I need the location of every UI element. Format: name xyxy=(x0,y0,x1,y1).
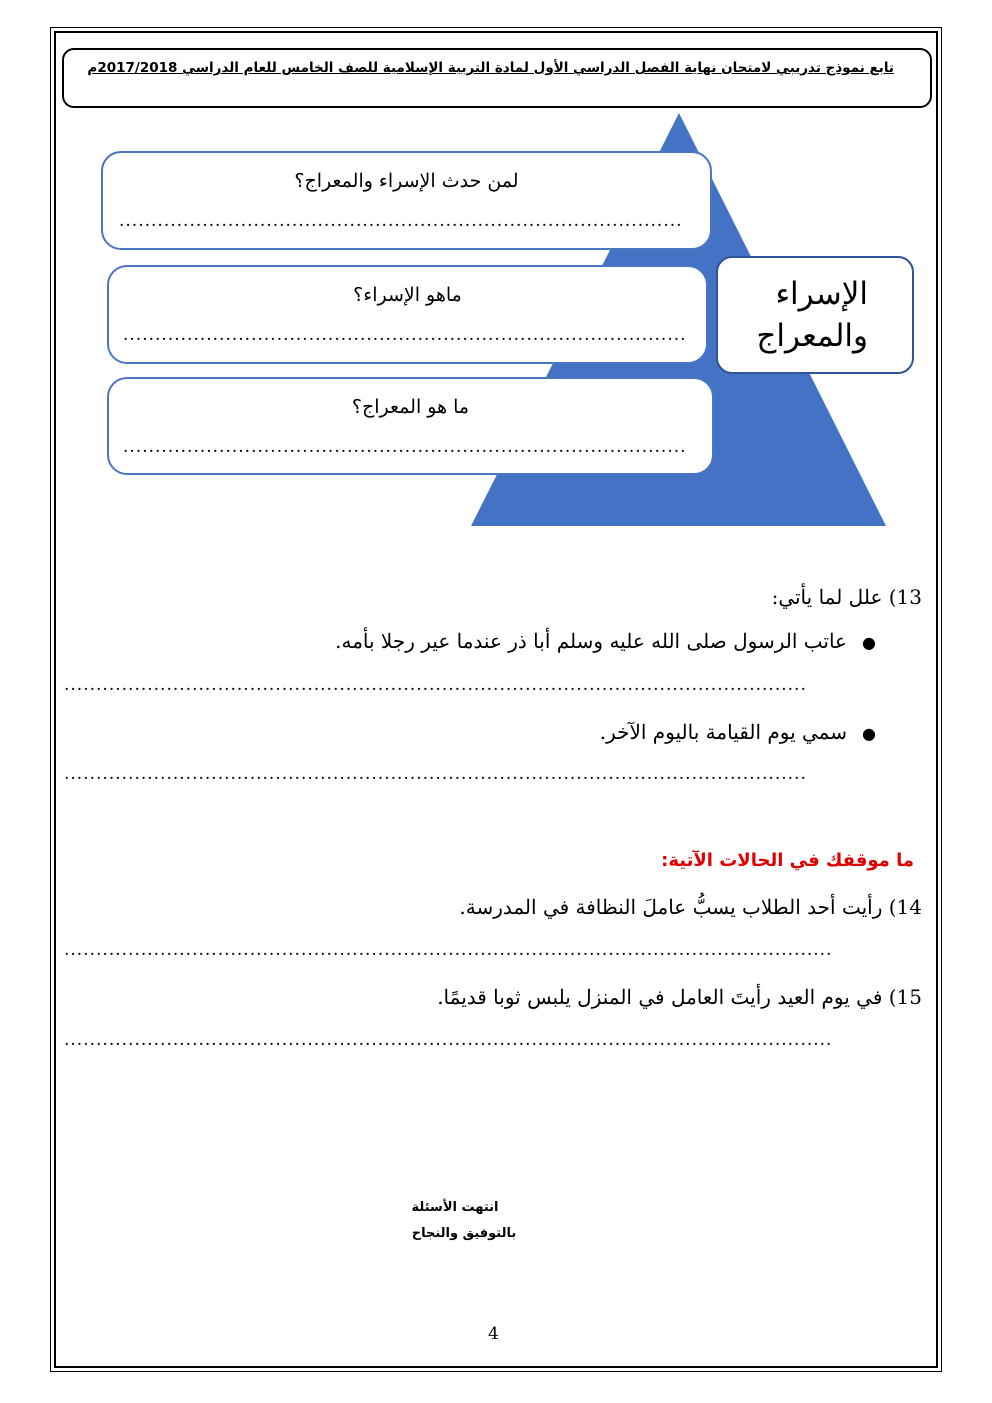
question-box-1 xyxy=(101,151,712,250)
answer-line[interactable]: ........................................................................................ xyxy=(123,437,687,457)
question-13-item-1: عاتب الرسول صلى الله عليه وسلم أبا ذر عندما عير رجلا بأمه. xyxy=(335,629,847,653)
question-13-title: 13) علل لما يأتي: xyxy=(771,585,922,609)
question-14: 14) رأيت أحد الطلاب يسبُّ عاملَ النظافة في المدرسة. xyxy=(459,895,922,919)
answer-line[interactable]: .................................................................................................................... xyxy=(64,675,807,695)
page-number: 4 xyxy=(488,1324,499,1344)
question-box-3 xyxy=(107,377,714,475)
question-box-2 xyxy=(107,265,708,364)
answer-line[interactable]: .................................................................................................................... xyxy=(64,764,807,784)
header-title: تابع نموذج تدريبي لامتحان نهاية الفصل الدراسي الأول لمادة التربية الإسلامية للصف الخامس للعام الدراسي 2017/2018م xyxy=(87,60,894,76)
answer-line[interactable]: ........................................................................................................................ xyxy=(64,940,833,960)
question-box-3-text: ما هو المعراج؟ xyxy=(351,396,470,418)
situations-heading: ما موقفك في الحالات الآتية: xyxy=(661,850,914,871)
topic-box xyxy=(716,256,914,374)
topic-line-2: والمعراج xyxy=(756,318,868,354)
question-box-1-text: لمن حدث الإسراء والمعراج؟ xyxy=(294,170,519,192)
answer-line[interactable]: ........................................................................................ xyxy=(119,211,683,231)
bullet-icon: ● xyxy=(862,724,876,743)
question-13-item-2: سمي يوم القيامة باليوم الآخر. xyxy=(599,720,847,744)
question-box-2-text: ماهو الإسراء؟ xyxy=(353,284,462,306)
topic-line-1: الإسراء xyxy=(775,276,868,312)
answer-line[interactable]: ........................................................................................................................ xyxy=(64,1030,833,1050)
bullet-icon: ● xyxy=(862,633,876,652)
question-15: 15) في يوم العيد رأيتَ العامل في المنزل يلبس ثوبا قديمًا. xyxy=(437,985,922,1009)
answer-line[interactable]: ........................................................................................ xyxy=(123,325,687,345)
closing-line-2: بالتوفيق والنجاح xyxy=(411,1226,517,1241)
closing-line-1: انتهت الأسئلة xyxy=(411,1200,499,1215)
